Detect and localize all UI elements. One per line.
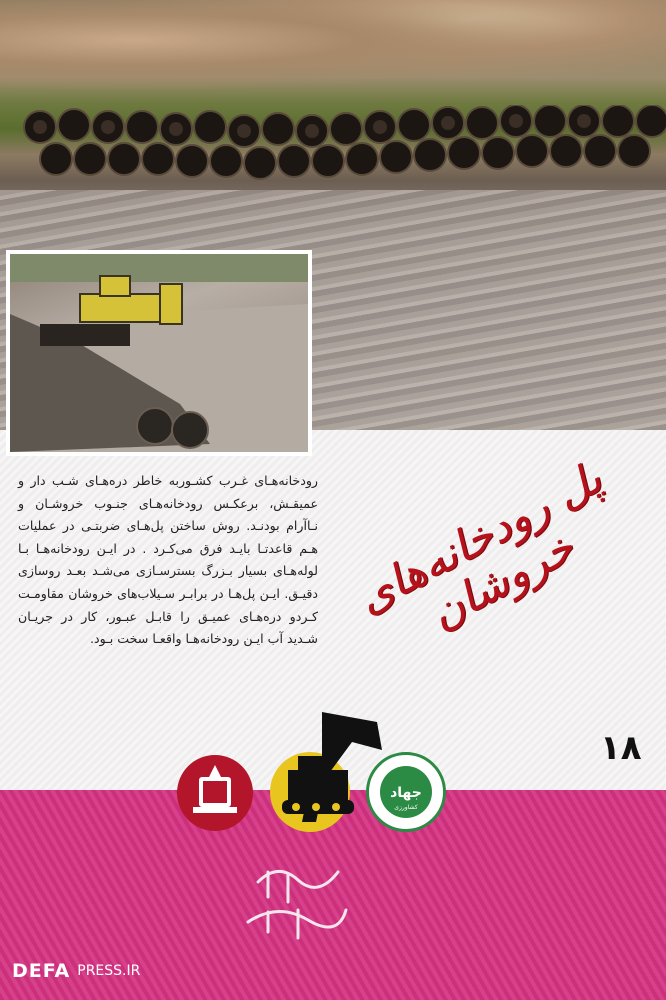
article-body: رودخانه‌هـای غـرب کشـوربه خاطر دره‌هـای شـب دار و عمیقـش، برعکـس رودخانه‌هـای جنـوب خروشـان و نـاآرام بودنـد. روش ساختن پل‌هـای ضربتـی در عملیات هـم قاعدتـا بایـد فرق می‌کـرد . در ایـن رودخانه‌هـا بـا لوله‌هـای بسیار بـزرگ بسترسـازی می‌شـد بعـد روسازی دقیـق. ایـن پل‌هـا در برابـر سـیلاب‌های خروشان مقاومـت کـردو دره‌هـای عمیـق را قابـل عبـور، کار در جریـان شـدید آب ایـن رودخانه‌هـا واقعـا سخت بـود. bbox=[18, 473, 318, 647]
jahad-main-text: جهاد bbox=[390, 785, 422, 801]
stacked-pipes bbox=[10, 105, 666, 185]
jahad-bottom-text: کشاورزی bbox=[394, 804, 418, 811]
inset-photo-frame bbox=[6, 250, 312, 456]
shrine-emblem-logo bbox=[177, 755, 253, 831]
page-number: ۱۸ bbox=[600, 728, 642, 768]
signature-calligraphy bbox=[238, 852, 348, 942]
footer-brand[interactable] bbox=[12, 958, 140, 984]
shrine-emblem-icon bbox=[177, 755, 253, 831]
bulldozer-scene bbox=[10, 254, 308, 452]
rock-cliff bbox=[0, 0, 666, 100]
defa-logo bbox=[12, 960, 140, 982]
title-area bbox=[326, 452, 656, 650]
bulldozer-icon bbox=[282, 712, 382, 832]
brand-text: DEFA bbox=[12, 960, 71, 982]
jahad-top-text: همه با هم bbox=[393, 766, 419, 773]
bulldozer-photo bbox=[10, 254, 308, 452]
page-title: پل رودخانه‌های خروشان bbox=[348, 452, 611, 640]
site-text: PRESS.IR bbox=[77, 963, 141, 979]
